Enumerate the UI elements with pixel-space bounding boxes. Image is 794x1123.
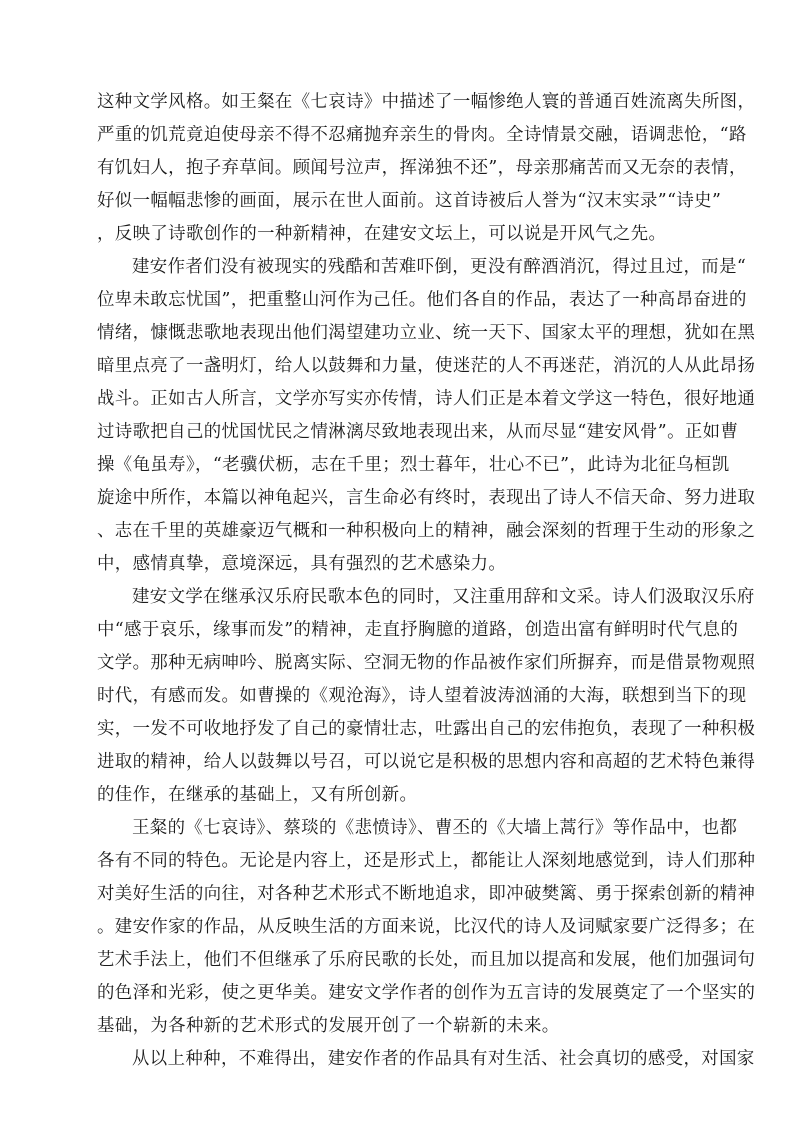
text-line: 位卑未敢忘忧国”，把重整山河作为己任。他们各自的作品，表达了一种高昂奋进的 <box>97 290 747 310</box>
text-line: 情绪，慷慨悲歌地表现出他们渴望建功立业、统一天下、国家太平的理想，犹如在黑 <box>97 323 756 343</box>
text-line: 中“感于哀乐，缘事而发”的精神，走直抒胸臆的道路，创造出富有鲜明时代气息的 <box>97 620 739 640</box>
text-line: 有饥妇人，抱子弃草间。顾闻号泣声，挥涕独不还”，母亲那痛苦而又无奈的表情， <box>97 158 747 178</box>
paragraph-4 <box>97 812 756 1043</box>
text-line: 各有不同的特色。无论是内容上，还是形式上，都能让人深刻地感觉到，诗人们那种 <box>97 851 756 871</box>
text-line: 这种文学风格。如王粲在《七哀诗》中描述了一幅惨绝人寰的普通百姓流离失所图， <box>97 92 756 112</box>
text-line: 从以上种种，不难得出，建安作者的作品具有对生活、社会真切的感受，对国家 <box>132 1049 755 1069</box>
text-line: 好似一幅幅悲惨的画面，展示在世人面前。这首诗被后人誉为“汉末实录”“诗史” <box>97 191 722 211</box>
text-line: 、志在千里的英雄豪迈气概和一种积极向上的精神，融会深刻的哲理于生动的形象之 <box>97 521 756 541</box>
paragraph-1 <box>97 86 756 251</box>
text-line: 的色泽和光彩，使之更华美。建安文学作者的创作为五言诗的发展奠定了一个坚实的 <box>97 983 756 1003</box>
paragraph-2 <box>97 251 756 581</box>
text-line: 暗里点亮了一盏明灯，给人以鼓舞和力量，使迷茫的人不再迷茫，消沉的人从此昂扬 <box>97 356 756 376</box>
text-line: 的佳作，在继承的基础上，又有所创新。 <box>97 785 418 805</box>
text-line: 王粲的《七哀诗》、蔡琰的《悲愤诗》、曹丕的《大墙上蒿行》等作品中，也都 <box>132 818 738 838</box>
paragraph-3 <box>97 581 756 812</box>
text-line: 建安文学在继承汉乐府民歌本色的同时，又注重用辞和文采。诗人们汲取汉乐府 <box>132 587 755 607</box>
text-line: 基础，为各种新的艺术形式的发展开创了一个崭新的未来。 <box>97 1016 560 1036</box>
text-line: 严重的饥荒竟迫使母亲不得不忍痛抛弃亲生的骨肉。全诗情景交融，语调悲怆，“路 <box>97 125 747 145</box>
text-line: 对美好生活的向往，对各种艺术形式不断地追求，即冲破樊篱、勇于探索创新的精神 <box>97 884 756 904</box>
text-line: 文学。那种无病呻吟、脱离实际、空洞无物的作品被作家们所摒弃，而是借景物观照 <box>97 653 756 673</box>
text-line: 中，感情真挚，意境深远，具有强烈的艺术感染力。 <box>97 554 507 574</box>
text-line: 实，一发不可收地抒发了自己的豪情壮志，吐露出自己的宏伟抱负，表现了一种积极 <box>97 719 756 739</box>
text-line: 过诗歌把自己的忧国忧民之情淋漓尽致地表现出来，从而尽显“建安风骨”。正如曹 <box>97 422 739 442</box>
text-line: 艺术手法上，他们不但继承了乐府民歌的长处，而且加以提高和发展，他们加强词句 <box>97 950 756 970</box>
text-line: 。建安作家的作品，从反映生活的方面来说，比汉代的诗人及词赋家要广泛得多；在 <box>97 917 756 937</box>
text-line: 进取的精神，给人以鼓舞以号召，可以说它是积极的思想内容和高超的艺术特色兼得 <box>97 752 756 772</box>
text-line: 操《龟虽寿》，“老骥伏枥，志在千里；烈士暮年，壮心不已”，此诗为北征乌桓凯 <box>97 455 730 475</box>
document-page <box>97 86 756 1076</box>
paragraph-5 <box>97 1043 755 1076</box>
text-line: 战斗。正如古人所言，文学亦写实亦传情，诗人们正是本着文学这一特色，很好地通 <box>97 389 756 409</box>
text-line: 时代，有感而发。如曹操的《观沧海》，诗人望着波涛汹涌的大海，联想到当下的现 <box>97 686 747 706</box>
text-line: 旋途中所作，本篇以神龟起兴，言生命必有终时，表现出了诗人不信天命、努力进取 <box>97 488 756 508</box>
text-line: ，反映了诗歌创作的一种新精神，在建安文坛上，可以说是开风气之先。 <box>97 224 667 244</box>
text-line: 建安作者们没有被现实的残酷和苦难吓倒，更没有醉酒消沉，得过且过，而是“ <box>132 257 747 277</box>
